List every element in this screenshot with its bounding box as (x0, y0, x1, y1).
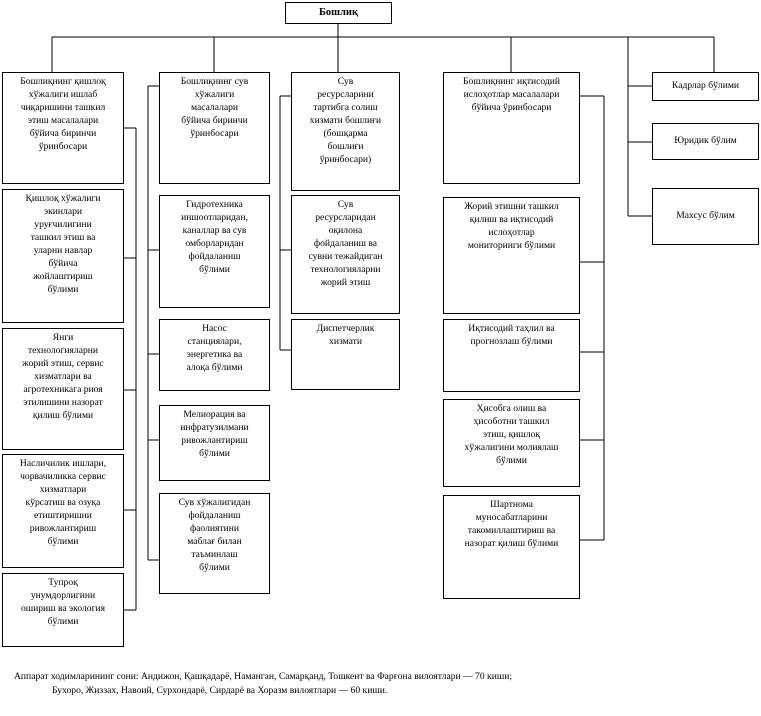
col2-pump-department: Насос станциялари, энергетика ва алоқа бўлими (159, 319, 270, 391)
col4-contracts-department: Шартнома муносабатларини такомиллаштириш ва назорат қилиш бўлими (443, 495, 580, 599)
col5-personnel-label: Кадрлар бўлими (671, 80, 740, 92)
col1-deputy-agriculture: Бошлиқнинг қишлоқ хўжалиги ишлаб чиқаришини ташкил этиш масалалари бўйича биринчи ўринбосари (2, 72, 124, 184)
col2-deputy-water: Бошлиқнинг сув хўжалиги масалалари бўйича биринчи ўринбосари (159, 72, 270, 184)
col1-seed-department: Қишлоқ хўжалиги экинлари уруғчилигини ташкил этиш ва уларни навлар бўйича жойлаштириш бўлими (2, 189, 124, 323)
col4-accounting-department: Ҳисобга олиш ва ҳисоботни ташкил этиш, қишлоқ хўжалигини молиялаш бўлими (443, 399, 580, 487)
col5-special-label: Махсус бўлим (676, 210, 735, 222)
col4-analysis-department: Иқтисодий таҳлил ва прогнозлаш бўлими (443, 319, 580, 392)
col3-water-resources-head: Сув ресурсларини тартибга солиш хизмати бошлиғи (бошқарма бошлиғи ўринбосари) (291, 72, 400, 191)
col5-special-department (652, 188, 759, 245)
staff-count-line-2: Бухоро, Жиззах, Навоий, Сурхондарё, Сирдарё ва Хоразм вилоятлари — 60 киши. (52, 684, 388, 696)
col4-monitoring-department: Жорий этишни ташкил қилиш ва иқтисодий ислоҳотлар мониторинги бўлими (443, 197, 580, 314)
col1-soil-ecology-department: Тупроқ унумдорлигини ошириш ва экология бўлими (2, 573, 124, 647)
col4-deputy-economic: Бошлиқнинг иқтисодий ислоҳотлар масалалари бўйича ўринбосари (443, 72, 580, 184)
col2-melioration-department: Мелиорация ва инфратузилмани ривожлантириш бўлими (159, 405, 270, 481)
col5-legal-label: Юридик бўлим (674, 135, 737, 147)
col5-legal-department (652, 123, 759, 160)
col1-livestock-department: Насличилик ишлари, чорвачиликка сервис хизматлари кўрсатиш ва озуқа етиштиришни ривожлантириш бўлими (2, 454, 124, 568)
col3-water-saving: Сув ресурсларидан оқилона фойдаланиш ва сувни тежайдиган технологияларни жорий этиш (291, 195, 400, 314)
staff-count-note (14, 670, 512, 698)
col2-hydro-department: Гидротехника иншоотларидан, каналлар ва сув омборларидан фойдаланиш бўлими (159, 195, 270, 308)
root-label: Бошлиқ (318, 6, 359, 18)
col1-technology-department: Янги технологияларни жорий этиш, сервис хизматлари ва агротехникага риоя этилишини назорат қилиш бўлими (2, 328, 124, 450)
staff-count-line-1: Аппарат ходимларининг сони: Андижон, Қашқадарё, Наманган, Самарқанд, Тошкент ва Фарғона вилоятлари — 70 киши; (14, 671, 513, 682)
col5-personnel-department (652, 72, 759, 101)
col2-finance-department: Сув хўжалигидан фойдаланиш фаолиятини маблағ билан таъминлаш бўлими (159, 493, 270, 594)
col3-dispatch-service: Диспетчерлик хизмати (291, 319, 400, 390)
root-box-director (285, 2, 392, 24)
